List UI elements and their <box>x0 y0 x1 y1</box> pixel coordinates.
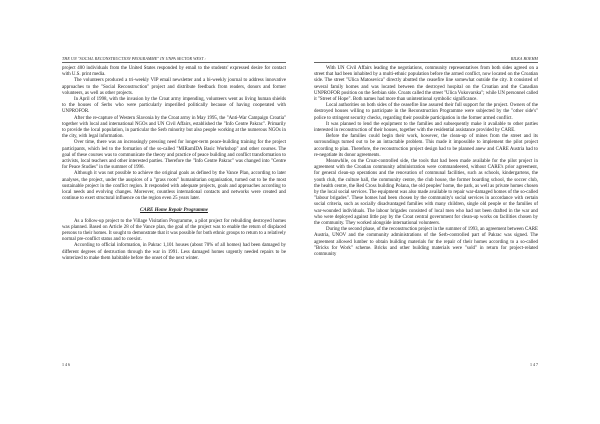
right-page <box>300 0 600 424</box>
section-heading-care: CARE Home Repair Programme <box>140 208 208 214</box>
left-page-number: 1 4 6 <box>62 362 70 367</box>
left-header-rule <box>62 62 286 63</box>
right-page-number: 1 4 7 <box>530 362 538 367</box>
right-body-text <box>314 66 538 258</box>
left-paragraph-3: In April of 1998, with the invasion by the Croat army impending, volunteers went as living human shields to the houses of Serbs who were particularly imperilled politically because of having cooperated with UNPROFOR. <box>62 97 286 115</box>
left-body-text <box>62 66 286 262</box>
right-header-rule <box>314 62 538 63</box>
left-paragraph-7: As a follow-up project to the Village Visitation Programme, a pilot project for rebuilding destroyed homes was planned. Based on Article 28 of the Vance plan, the goal of the project was to enable the return of displaced persons to their homes. It sought to demonstrate that it was possible for both ethnic groups to return to a relatively normal pre-conflict status and to coexist. <box>62 218 286 243</box>
left-running-head: THE UN "SOCIAL RECONSTRUCTION PROGRAMME" IN UNPA SECTOR WEST : <box>62 56 206 61</box>
left-paragraph-5: Over time, there was an increasingly pressing need for longer-term peace-building training for the project participants, which led to the formation of the so-called "MIRamIDA Basic Workshop" and other courses. The goal of these courses was to communicate the theory and practice of peace building and conflict transformation to activists, local teachers and other interested parties. Therefore the "Info Centre Pakrac" was changed into "Centre for Peace Studies" in the summer of 1996. <box>62 140 286 171</box>
right-paragraph-3: It was planned to lend the equipment to the families and subsequently make it available to other parties interested in reconstruction of their houses, together with the residential assistance provided by CARE. <box>314 121 538 134</box>
right-paragraph-2: Local authorities on both sides of the ceasefire line assured their full support for the project. Owners of the destroyed houses willing to participate in the Reconstruction Programme were subjected by the "other side's" police to stringent security checks, regarding their possible participation in the former armed conflict. <box>314 103 538 121</box>
left-paragraph-4: After the re-capture of Western Slavonia by the Croat army in May 1995, the "Anti-War Campaign Croatia" together with local and international NGOs and UN Civil Affairs, established the "Info Centre Pakrac". Primarily to provide the local population, in particular the Serb minority but also people working at the numerous NGOs in the city, with legal information. <box>62 115 286 140</box>
left-paragraph-2: The volunteers produced a tri-weekly VIP email newsletter and a bi-weekly journal to address innovative approaches to the "Social Reconstruction" project and distribute feedback from readers, donors and former volunteers, as well as other projects. <box>62 78 286 96</box>
left-paragraph-1: project 400 individuals from the United States responded by email to the students' expressed desire for contact with U.S. print media. <box>62 66 286 78</box>
left-paragraph-8: According to official information, in Pakrac 1,101 houses (about 70% of all homes) had been damaged by different degrees of destruction through the war in 1991. Less damaged homes urgently needed repairs to be winterized to make them habitable before the onset of the next winter. <box>62 243 286 261</box>
right-paragraph-6: During the second phase, of the reconstruction project in the summer of 1993, an agreement between CARE Austria, UNOV and the community administrations of the Serb-controlled part of Pakrac was signed. The agreement allowed lumber to obtain building materials for the repair of their homes according to a so-called "Bricks for Work" scheme. Bricks and other building materials were "sold" in return for project-related community <box>314 227 538 258</box>
right-paragraph-4: Before the families could begin their work, however, the clean-up of mines from the street and its surroundings turned out to be an intractable problem. This made it impossible to implement the pilot project according to plan. Therefore, the reconstruction project design had to be planned anew and CARE Austria had to re-negotiate its donor agreements. <box>314 134 538 158</box>
right-paragraph-1: With UN Civil Affairs leading the negotiations, community representatives from both sides agreed on a street that had been inhabited by a multi-ethnic population before the armed conflict, now located on the Croatian side. The street "Ulica Matosevica" directly abutted the ceasefire line somewhat outside the city. It consisted of several family homes and was located between the destroyed hospital on the Croatian and the Canadian UNPROFOR position on the Serbian side. Croats called the street "Ulica Vukovarska"; while UN personnel called it "Street of Hope". Both names had more than unintentional symbolic significance. <box>314 66 538 103</box>
left-paragraph-6: Although it was not possible to achieve the original goals as defined by the Vance Plan, according to later analyses, the project, under the auspices of a "grass roots" humanitarian organisation, turned out to be the most sustainable project in the conflict region. It responded with adequate projects, goals and approaches according to local needs and evolving changes. Moreover, countless international contacts and networks were created and continue to exert structural influence on the region even 25 years later. <box>62 171 286 202</box>
right-paragraph-5: Meanwhile, on the Croat-controlled side, the tools that had been made available for the pilot project in agreement with the Croatian community administration were commandeered, without CARE's prior agreement, for general clean-up operations and the renovation of communal facilities, such as schools, kindergartens, the youth club, the culture hall, the community centre, the club house, the former boarding school, the soccer club, the health centre, the Red Cross building Polana, the old peoples' home, the park, as well as private homes chosen by the local social services. The equipment was also made available to repair war-damaged homes of the so-called "labour brigades". These homes had been chosen by the community's social services in accordance with certain social criteria, such as socially disadvantaged families with many children, single old people or the families of war-wounded individuals. The labour brigades consisted of local men who had not been drafted in the war and who were deployed against little pay by the Croat central government for clean-up works on facilities chosen by the community. They worked alongside international volunteers. <box>314 159 538 227</box>
right-running-head: RILKA BOEHM <box>510 56 538 61</box>
